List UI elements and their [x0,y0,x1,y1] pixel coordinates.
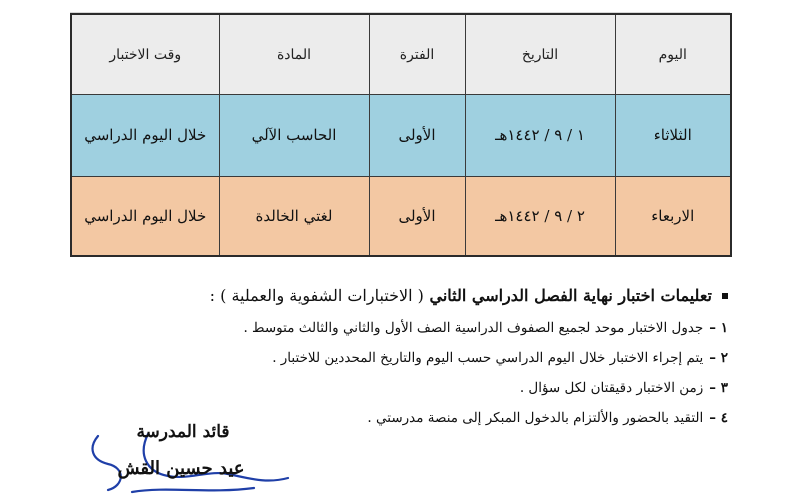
instructions-title-paren: ( الاختبارات الشفوية والعملية ) : [209,286,424,305]
header-period: الفترة [369,14,465,95]
table-row [71,176,731,256]
header-date: التاريخ [465,14,615,95]
instructions-title-text: تعليمات اختبار نهاية الفصل الدراسي الثاني [429,286,712,305]
table-row [71,95,731,177]
list-item [90,346,730,370]
cell-period: الأولى [369,95,465,177]
instructions-list [90,316,730,430]
instructions-title [90,282,730,310]
exam-schedule-table [70,13,732,257]
item-number: ٤ – [709,410,728,426]
cell-time: خلال اليوم الدراسي [71,95,219,177]
header-subject: المادة [219,14,369,95]
list-item [90,376,730,400]
item-text: التقيد بالحضور والألتزام بالدخول المبكر إلى منصة مدرستي . [367,410,704,426]
cell-period: الأولى [369,176,465,256]
cell-time: خلال اليوم الدراسي [71,176,219,256]
square-bullet-icon [722,293,728,299]
item-number: ٢ – [709,350,728,366]
cell-day: الاربعاء [615,176,731,256]
item-text: جدول الاختبار موحد لجميع الصفوف الدراسية الصف الأول والثاني والثالث متوسط . [243,320,704,336]
cell-subject: لغتي الخالدة [219,176,369,256]
item-number: ٣ – [709,380,728,396]
item-text: يتم إجراء الاختبار خلال اليوم الدراسي حسب اليوم والتاريخ المحددين للاختبار . [272,350,704,366]
item-number: ١ – [709,320,728,336]
cell-subject: الحاسب الآلي [219,95,369,177]
table-header-row [71,14,731,95]
header-time: وقت الاختبار [71,14,219,95]
instructions-section [90,282,730,436]
item-text: زمن الاختبار دقيقتان لكل سؤال . [519,380,704,396]
cell-date: ٢ / ٩ / ١٤٤٢هـ [465,176,615,256]
header-day: اليوم [615,14,731,95]
signature-name: عيد حسين القش [117,458,245,479]
cell-day: الثلاثاء [615,95,731,177]
cell-date: ١ / ٩ / ١٤٤٢هـ [465,95,615,177]
list-item [90,316,730,340]
signature-role: قائد المدرسة [136,422,230,442]
